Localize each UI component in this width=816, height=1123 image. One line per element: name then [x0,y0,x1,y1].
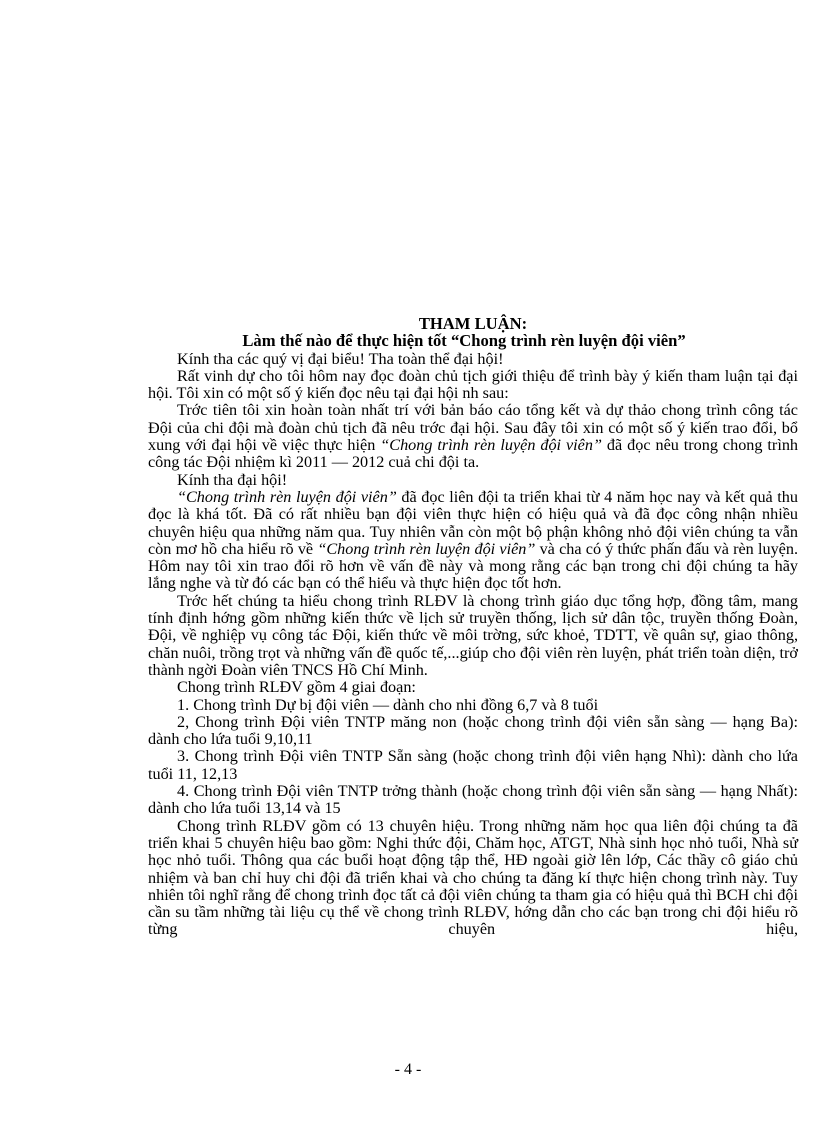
document-subtitle: Làm thế nào để thực hiện tốt “Chong trình rèn luyện đội viên” [242,331,686,351]
text-run: và cha có ý thức phấn đấu và rèn luyện. Hôm nay tôi xin trao đổi rõ hơn về vấn đề này và mong rằng các bạn trong chi đội chúng ta hãy lắng nghe và từ đó các bạn có thể hiểu và thực hiện đọc tốt hơn. [148,539,798,593]
paragraph [148,368,798,403]
text-run: 3. Chong trình Đội viên TNTP Sẵn sàng (hoặc chong trình đội viên hạng Nhì): dành cho lứa tuổi 11, 12,13 [148,747,798,783]
italic-run: “Chong trình rèn luyện đội viên” [380,436,602,455]
paragraph [148,489,798,593]
text-run: Rất vinh dự cho tôi hôm nay đọc đoàn chủ tịch giới thiệu để trình bày ý kiến tham luận tại đại hội. Tôi xin có một số ý kiến đọc nêu tại đại hội nh sau: [148,366,798,403]
page-number: - 4 - [394,1061,422,1078]
text-run: Trớc tiên tôi xin hoàn toàn nhất trí với bản báo cáo tổng kết và dự thảo chong trình công tác Đội của chi đội mà đoàn chủ tịch đã nêu trớc đại hội. Sau đây tôi xin có một số ý kiến trao đổi, bổ xung với đại hội về việc thực hiện [148,401,798,455]
paragraph [148,818,798,939]
text-run: Trớc hết chúng ta hiểu chong trình RLĐV là chong trình giáo dục tổng hợp, đồng tâm, mang tính định hớng gồm những kiến thức về lịch sử truyền thống, lịch sử dân tộc, truyền thống Đoàn, Đội, về nghiệp vụ công tác Đội, kiến thức về môi trờng, sức khoẻ, TDTT, về quân sự, giao thông, chăn nuôi, trồng trọt và những vấn đề quốc tế,...giúp cho đội viên rèn luyện, phát triển toàn diện, trở thành ngời Đoàn viên TNCS Hồ Chí Minh. [148,591,798,679]
text-run: đã đọc nêu trong chong trình công tác Đội nhiệm kì 2011 — 2012 cuả chi đội ta. [148,436,799,472]
document-body [148,315,798,939]
italic-run: “Chong trình rèn luyện đội viên” [177,487,397,506]
text-run: Kính tha đại hội! [177,470,288,489]
text-run: 2, Chong trình Đội viên TNTP măng non (hoặc chong trình đội viên sẵn sàng — hạng Ba): dành cho lứa tuổi 9,10,11 [148,712,798,749]
paragraph [148,748,798,783]
document-title: THAM LUẬN: [418,314,528,333]
paragraph [148,351,798,368]
paragraph [148,697,798,714]
text-run: 4. Chong trình Đội viên TNTP trởng thành (hoặc chong trình đội viên sẵn sàng — hạng Nhất): dành cho lứa tuổi 13,14 và 15 [148,782,798,818]
paragraph [148,472,798,489]
paragraph [148,714,798,749]
text-run: Chong trình RLĐV gồm có 13 chuyên hiệu. Trong những năm học qua liên đội chúng ta đã triển khai 5 chuyên hiệu bao gồm: Nghi thức đội, Chăm học, ATGT, Nhà sinh học nhỏ tuổi, Nhà sử học nhỏ tuổi. Thông qua các buổi hoạt động tập thể, HĐ ngoài giờ lên lớp, Các thầy cô giáo chủ nhiệm và ban chỉ huy chi đội đã triển khai và cho chúng ta đăng kí thực hiện chong trình này. Tuy nhiên tôi nghĩ rằng để chong trình đọc tất cả đội viên chúng ta tham gia có hiệu quả thì BCH chi đội cần su tầm những tài liệu cụ thể về chong trình RLĐV, hớng dẫn cho các bạn trong chi đội hiểu rõ từng chuyên hiệu, [148,816,798,939]
paragraph [148,402,798,471]
paragraph [148,783,798,818]
text-run: Chong trình RLĐV gồm 4 giai đoạn: [177,678,416,697]
paragraph [148,679,798,696]
text-run: Kính tha các quý vị đại biểu! Tha toàn thể đại hội! [177,349,504,368]
text-run: 1. Chong trình Dự bị đội viên — dành cho nhi đồng 6,7 và 8 tuổi [177,695,599,714]
paragraph [148,593,798,679]
text-run: đã đọc liên đội ta triển khai từ 4 năm học nay và kết quả thu đọc là khá tốt. Đã có rất nhiều bạn đội viên thực hiện có hiệu quả và đã đọc công nhận nhiều chuyên hiệu qua những năm qua. Tuy nhiên vẫn còn một bộ phận không nhỏ đội viên chúng ta vẫn còn mơ hồ cha hiểu rõ về [148,487,798,558]
italic-run: “Chong trình rèn luyện đội viên” [317,539,536,558]
